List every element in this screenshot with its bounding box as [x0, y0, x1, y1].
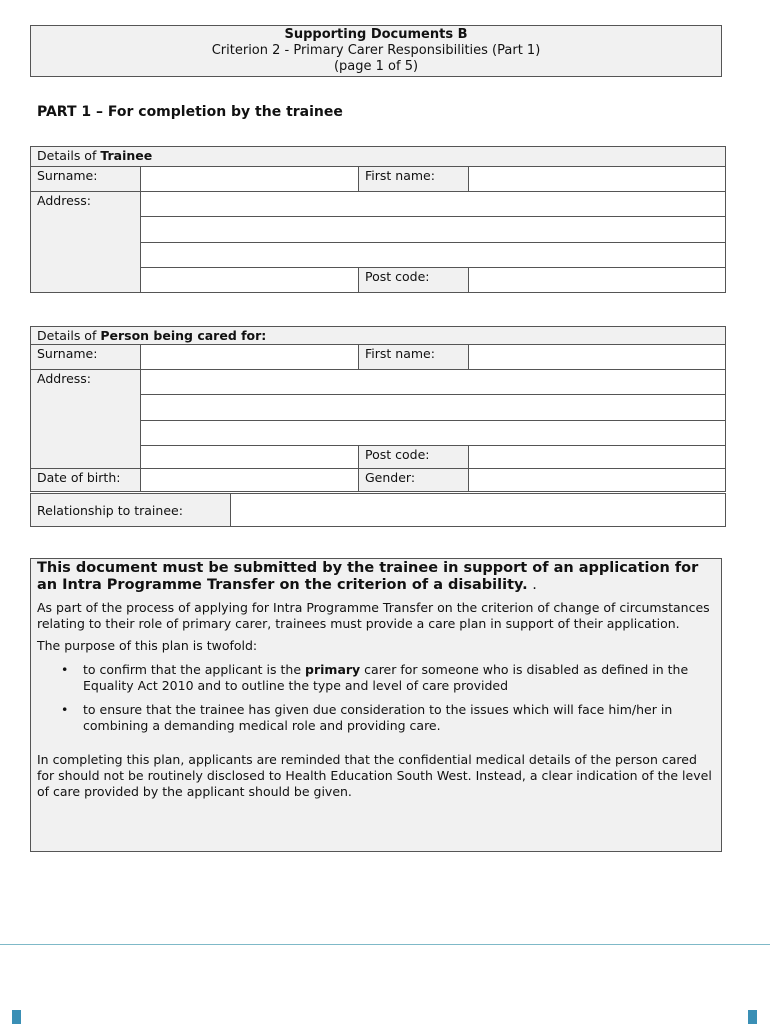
trainee-first-name-field[interactable] — [469, 167, 726, 192]
trainee-heading-bold: Trainee — [100, 148, 153, 163]
trainee-post-code-field[interactable] — [469, 268, 726, 293]
info-paragraph-2: The purpose of this plan is twofold: — [37, 638, 258, 653]
trainee-details-table — [30, 146, 726, 293]
person-heading-bold: Person being cared for: — [100, 328, 267, 343]
person-surname-field[interactable] — [141, 345, 359, 370]
info-closing-paragraph: In completing this plan, applicants are reminded that the confidential medical details of the person cared for should not be routinely disclosed to Health Education South West. Instead, a clear indication of the level of care provided by the applicant should be given. — [37, 752, 712, 799]
document-header — [30, 25, 722, 77]
trainee-surname-field[interactable] — [141, 167, 359, 192]
person-surname-label: Surname: — [31, 345, 141, 370]
left-corner-mark — [12, 1010, 21, 1024]
trainee-address-label: Address: — [31, 192, 141, 293]
document-title: Supporting Documents B — [284, 27, 468, 42]
footer-rule — [0, 944, 770, 945]
person-gender-field[interactable] — [469, 469, 726, 492]
information-box — [30, 558, 722, 852]
info-headline: This document must be submitted by the trainee in support of an application for an Intra Programme Transfer on the criterion of a disability. . — [37, 560, 699, 593]
person-address-label: Address: — [31, 370, 141, 469]
person-address-line-2[interactable] — [141, 395, 726, 421]
purpose-item-2: • to ensure that the trainee has given due consideration to the issues which will face him/her in combining a demanding medical role and providing care. — [61, 702, 673, 733]
trainee-address-line-1[interactable] — [141, 192, 726, 217]
person-section-heading: Details of Person being cared for: — [31, 327, 726, 345]
trainee-first-name-label: First name: — [359, 167, 469, 192]
relationship-table — [30, 493, 726, 527]
person-details-table — [30, 326, 726, 492]
person-dob-field[interactable] — [141, 469, 359, 492]
purpose-item-1: • to confirm that the applicant is the primary carer for someone who is disabled as defined in the Equality Act 2010 and to outline the type and level of care provided — [61, 662, 689, 693]
trainee-address-line-2[interactable] — [141, 217, 726, 243]
page-indicator: (page 1 of 5) — [333, 59, 419, 74]
purpose-list — [37, 662, 715, 734]
trainee-address-line-4[interactable] — [141, 268, 359, 293]
person-gender-label: Gender: — [359, 469, 469, 492]
person-first-name-field[interactable] — [469, 345, 726, 370]
person-address-line-4[interactable] — [141, 446, 359, 469]
part-title: PART 1 – For completion by the trainee — [37, 104, 343, 120]
trainee-surname-label: Surname: — [31, 167, 141, 192]
person-post-code-label: Post code: — [359, 446, 469, 469]
trainee-section-heading: Details of Trainee — [31, 147, 726, 167]
person-first-name-label: First name: — [359, 345, 469, 370]
relationship-field[interactable] — [231, 494, 726, 527]
person-address-line-3[interactable] — [141, 421, 726, 446]
bullet-icon: • — [61, 702, 69, 717]
person-post-code-field[interactable] — [469, 446, 726, 469]
relationship-label: Relationship to trainee: — [31, 494, 231, 527]
trainee-address-line-3[interactable] — [141, 243, 726, 268]
person-address-line-1[interactable] — [141, 370, 726, 395]
info-paragraph-1: As part of the process of applying for Intra Programme Transfer on the criterion of change of circumstances relating to their role of primary carer, trainees must provide a care plan in support of their application. — [37, 600, 710, 631]
person-dob-label: Date of birth: — [31, 469, 141, 492]
document-subtitle: Criterion 2 - Primary Carer Responsibilities (Part 1) — [211, 43, 541, 58]
bullet-icon: • — [61, 662, 69, 677]
right-corner-mark — [748, 1010, 757, 1024]
trainee-post-code-label: Post code: — [359, 268, 469, 293]
